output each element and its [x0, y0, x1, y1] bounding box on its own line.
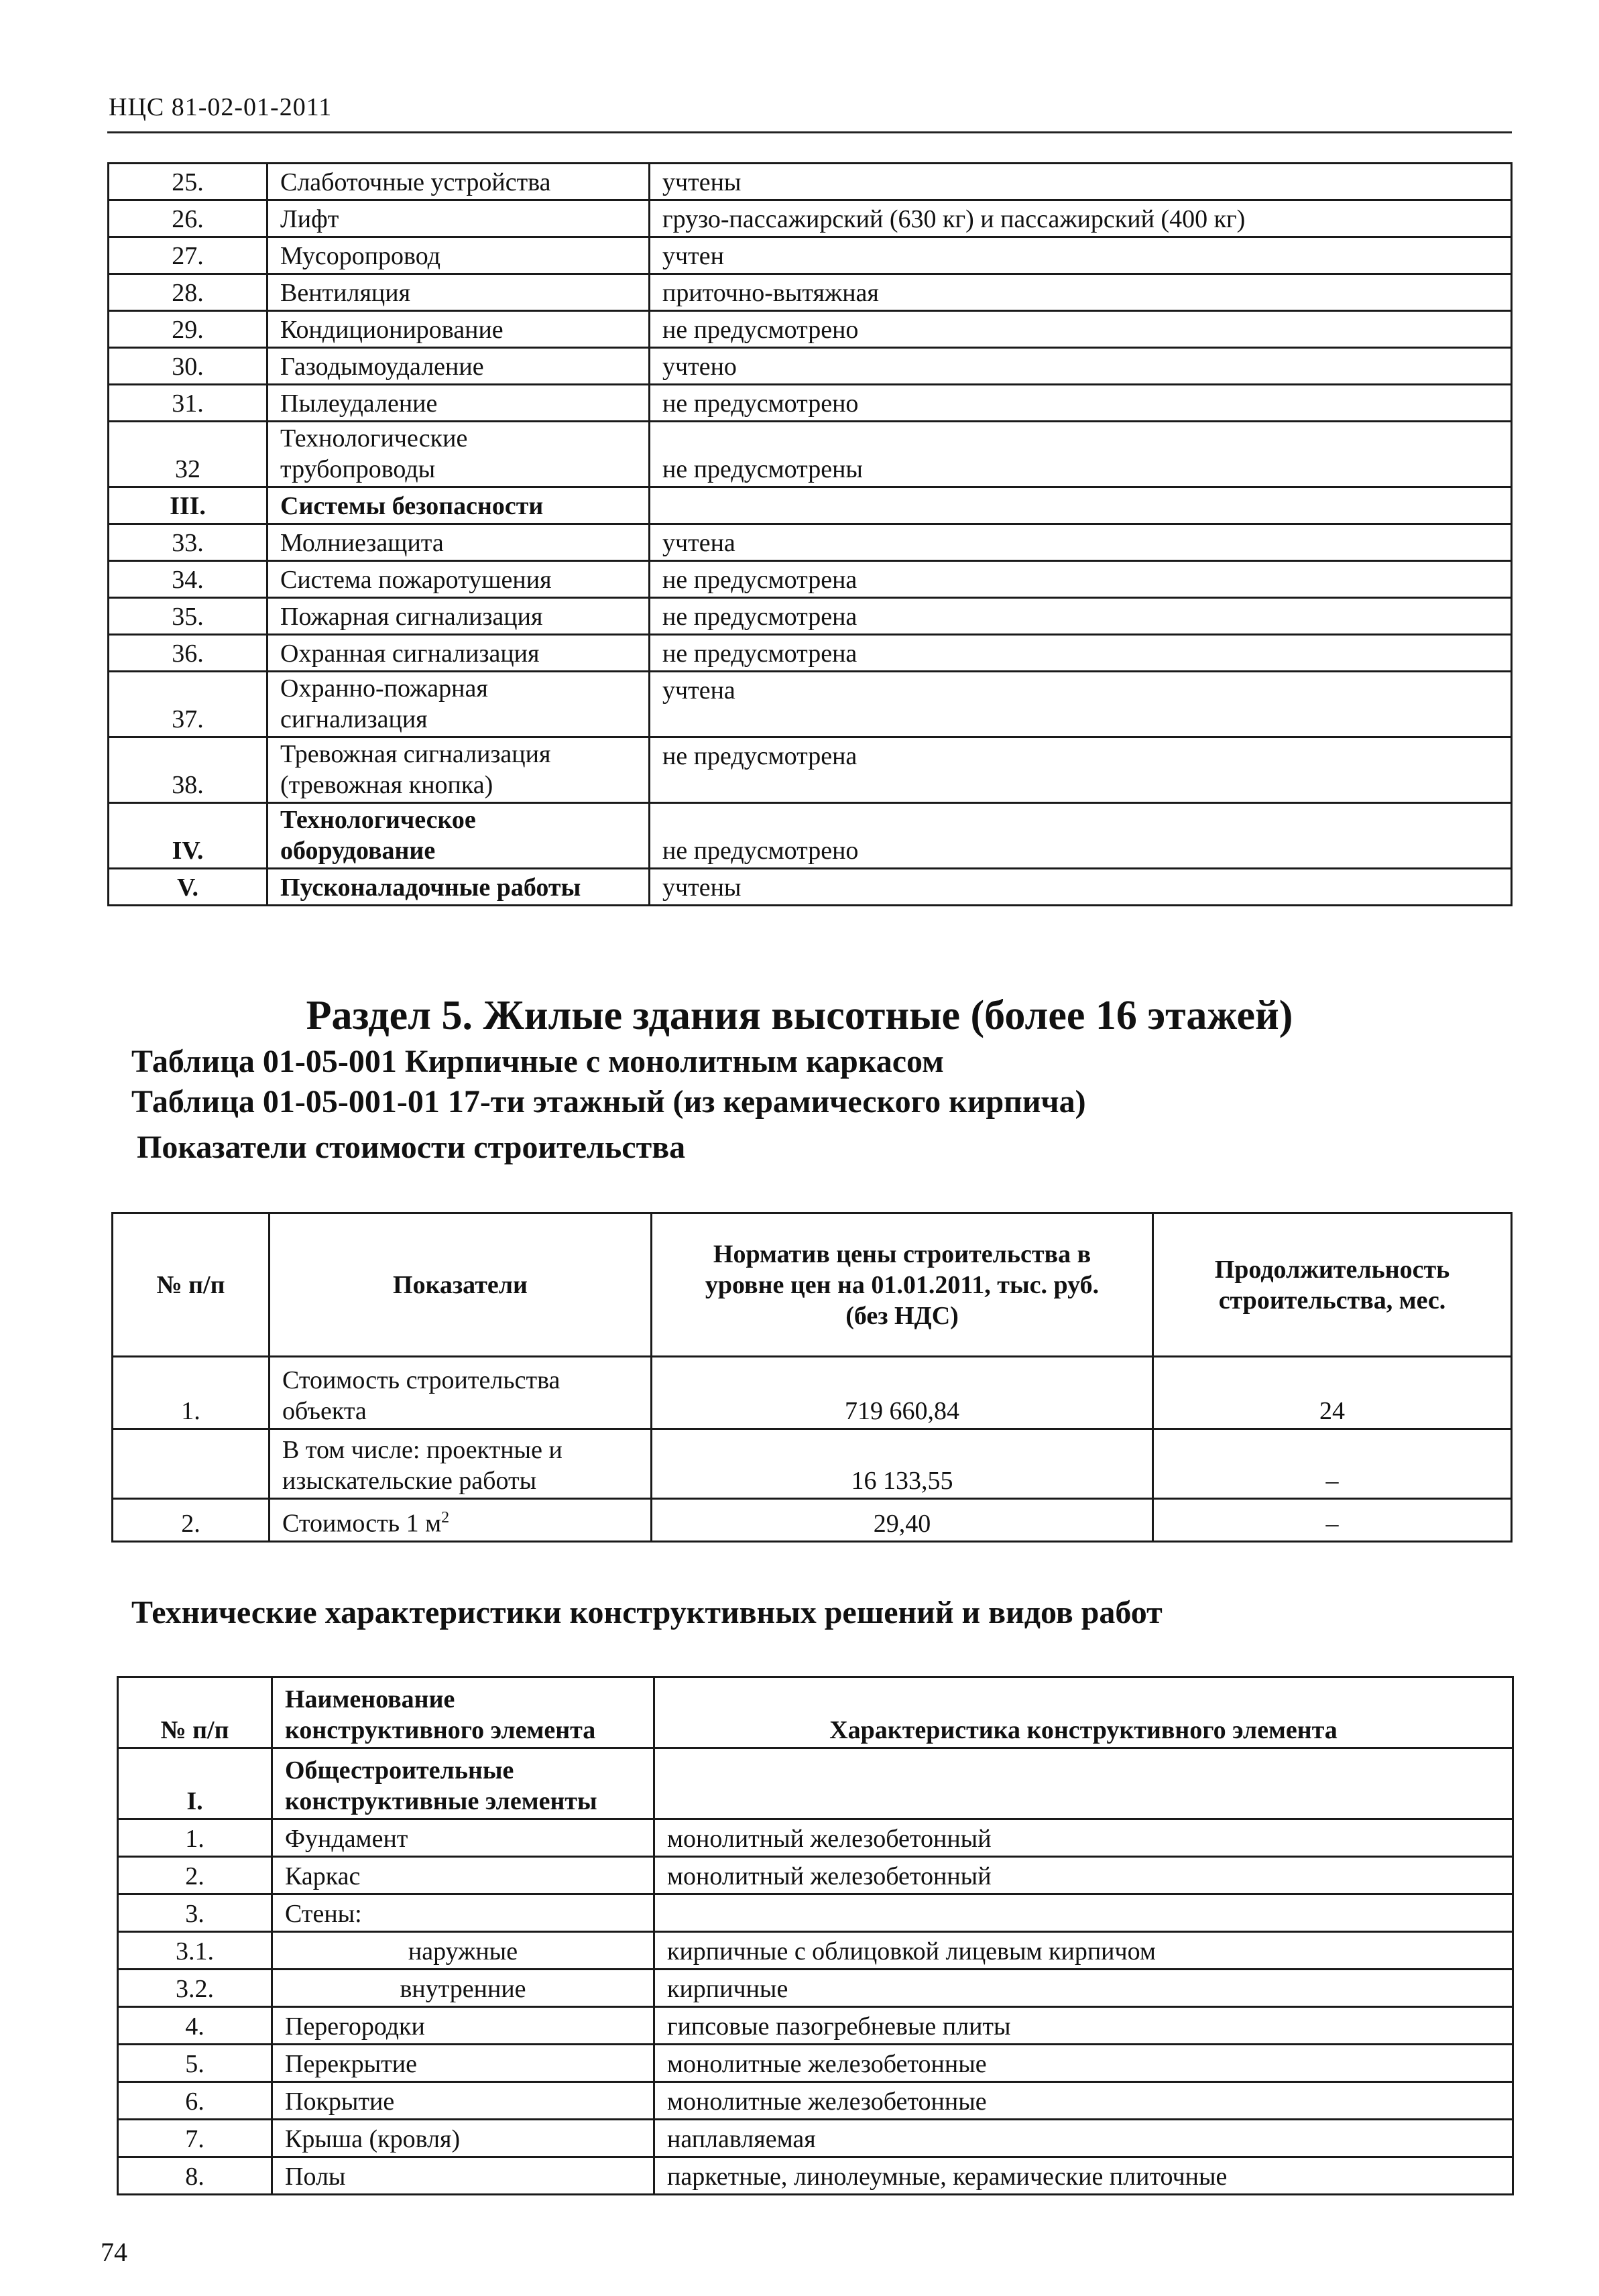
row-number: 2.: [118, 1857, 272, 1894]
table-row: [109, 164, 1512, 200]
row-name: Молниезащита: [268, 524, 650, 561]
row-number: 4.: [118, 2007, 272, 2045]
row-number: 33.: [109, 524, 268, 561]
table-row: [118, 2045, 1513, 2082]
table-row: [118, 1857, 1513, 1894]
row-name-line: Технологическое: [280, 806, 476, 834]
row-number: 7.: [118, 2120, 272, 2157]
row-name: Перекрытие: [272, 2045, 654, 2082]
row-value: учтен: [650, 237, 1512, 274]
row-name: Покрытие: [272, 2082, 654, 2120]
row-value: не предусмотрено: [650, 803, 1512, 869]
table-row: [109, 348, 1512, 385]
row-value: не предусмотрена: [650, 598, 1512, 635]
header-price-line: уровне цен на 01.01.2011, тыс. руб.: [705, 1270, 1100, 1299]
superscript: 2: [441, 1509, 450, 1527]
row-number: 36.: [109, 635, 268, 672]
row-name: [270, 1357, 652, 1429]
row-name: [268, 803, 650, 869]
table-row: [109, 803, 1512, 869]
row-name: Полы: [272, 2157, 654, 2195]
row-name: наружные: [272, 1932, 654, 1970]
table-row: [118, 2157, 1513, 2195]
row-number: V.: [109, 869, 268, 906]
row-number: 1.: [118, 1819, 272, 1857]
row-name: [272, 1748, 654, 1819]
row-value: гипсовые пазогребневые плиты: [654, 2007, 1513, 2045]
header-price: [652, 1213, 1153, 1357]
row-name-line: оборудование: [280, 837, 436, 865]
row-number: 30.: [109, 348, 268, 385]
row-value: не предусмотрена: [650, 561, 1512, 598]
document-code: НЦС 81-02-01-2011: [109, 93, 333, 121]
row-name-line: Охранно-пожарная: [280, 674, 488, 703]
row-name: Каркас: [272, 1857, 654, 1894]
row-value: не предусмотрено: [650, 385, 1512, 422]
row-number: I.: [118, 1748, 272, 1819]
row-name: Пылеудаление: [268, 385, 650, 422]
row-name: Система пожаротушения: [268, 561, 650, 598]
row-value: наплавляемая: [654, 2120, 1513, 2157]
row-name: [270, 1429, 652, 1499]
header-number: № п/п: [113, 1213, 270, 1357]
row-name-line: объекта: [282, 1397, 367, 1425]
header-duration-line: строительства, мес.: [1218, 1286, 1446, 1315]
tech-characteristics-title: Технические характеристики конструктивных решений и видов работ: [131, 1595, 1163, 1630]
table-row: [118, 2007, 1513, 2045]
row-name-line: сигнализация: [280, 705, 428, 733]
table-row: [109, 672, 1512, 737]
cost-indicators-table: [111, 1212, 1513, 1543]
header-duration-line: Продолжительность: [1214, 1255, 1450, 1284]
header-line: Наименование: [285, 1685, 455, 1713]
row-price: 29,40: [652, 1499, 1153, 1542]
row-number: IV.: [109, 803, 268, 869]
row-number: 25.: [109, 164, 268, 200]
table-row: [109, 487, 1512, 524]
table-row: [118, 2082, 1513, 2120]
row-duration: 24: [1153, 1357, 1512, 1429]
row-name: Слаботочные устройства: [268, 164, 650, 200]
header-line: конструктивного элемента: [285, 1716, 596, 1744]
table-subtitle: Таблица 01-05-001-01 17-ти этажный (из керамического кирпича): [131, 1084, 1086, 1120]
table-row: [109, 237, 1512, 274]
tech-characteristics-table: [117, 1676, 1514, 2195]
row-name: [270, 1499, 652, 1542]
row-value: монолитные железобетонные: [654, 2082, 1513, 2120]
row-number: 29.: [109, 311, 268, 348]
row-name-line: трубопроводы: [280, 455, 436, 483]
row-name: [268, 422, 650, 487]
row-value: кирпичные: [654, 1970, 1513, 2007]
row-number: 6.: [118, 2082, 272, 2120]
table-row: [118, 1819, 1513, 1857]
row-number: 2.: [113, 1499, 270, 1542]
table-row: [109, 561, 1512, 598]
table-row: [118, 1894, 1513, 1932]
row-value: учтена: [650, 524, 1512, 561]
table-row: [118, 2120, 1513, 2157]
table-title: Таблица 01-05-001 Кирпичные с монолитным каркасом: [131, 1044, 944, 1079]
header-characteristic: Характеристика конструктивного элемента: [654, 1677, 1513, 1748]
row-price: 16 133,55: [652, 1429, 1153, 1499]
row-name: Системы безопасности: [268, 487, 650, 524]
row-duration: –: [1153, 1429, 1512, 1499]
row-name-text: Стоимость 1 м: [282, 1510, 442, 1538]
table-row: [118, 1932, 1513, 1970]
row-name-line: Стоимость строительства: [282, 1366, 560, 1394]
row-number: 38.: [109, 737, 268, 803]
row-name: Вентиляция: [268, 274, 650, 311]
row-value: учтено: [650, 348, 1512, 385]
row-value: учтена: [650, 672, 1512, 737]
row-value: учтены: [650, 869, 1512, 906]
header-element-name: [272, 1677, 654, 1748]
table-row: [113, 1429, 1512, 1499]
row-name: Пусконаладочные работы: [268, 869, 650, 906]
row-duration: –: [1153, 1499, 1512, 1542]
section-title: Раздел 5. Жилые здания высотные (более 16 этажей): [306, 993, 1293, 1038]
row-name: [268, 672, 650, 737]
row-value: грузо-пассажирский (630 кг) и пассажирский (400 кг): [650, 200, 1512, 237]
row-number: 35.: [109, 598, 268, 635]
table-row: [109, 311, 1512, 348]
row-number: III.: [109, 487, 268, 524]
table-row: [109, 524, 1512, 561]
row-number: 26.: [109, 200, 268, 237]
row-name-line: конструктивные элементы: [285, 1787, 597, 1815]
row-value: монолитные железобетонные: [654, 2045, 1513, 2082]
header-price-line: Норматив цены строительства в: [713, 1240, 1091, 1268]
table-row: [118, 1748, 1513, 1819]
row-price: 719 660,84: [652, 1357, 1153, 1429]
row-name: Мусоропровод: [268, 237, 650, 274]
row-number: 8.: [118, 2157, 272, 2195]
header-indicators: Показатели: [270, 1213, 652, 1357]
row-value: не предусмотрено: [650, 311, 1512, 348]
row-value: монолитный железобетонный: [654, 1857, 1513, 1894]
header-duration: [1153, 1213, 1512, 1357]
row-name: Лифт: [268, 200, 650, 237]
row-number: 1.: [113, 1357, 270, 1429]
table-row: [109, 274, 1512, 311]
row-name-line: Тревожная сигнализация: [280, 740, 551, 768]
row-name: Фундамент: [272, 1819, 654, 1857]
row-name: Пожарная сигнализация: [268, 598, 650, 635]
row-name-line: В том числе: проектные и: [282, 1436, 562, 1464]
row-number: 3.2.: [118, 1970, 272, 2007]
row-value: кирпичные с облицовкой лицевым кирпичом: [654, 1932, 1513, 1970]
row-name: Кондиционирование: [268, 311, 650, 348]
row-number: 28.: [109, 274, 268, 311]
table-row: [109, 385, 1512, 422]
row-value: [654, 1894, 1513, 1932]
row-name-line: Технологические: [280, 424, 468, 452]
header-price-line: (без НДС): [845, 1301, 959, 1330]
row-name: Стены:: [272, 1894, 654, 1932]
row-number: 3.1.: [118, 1932, 272, 1970]
row-value: приточно-вытяжная: [650, 274, 1512, 311]
row-name: [268, 737, 650, 803]
row-value: учтены: [650, 164, 1512, 200]
row-value: монолитный железобетонный: [654, 1819, 1513, 1857]
table-header-row: [113, 1213, 1512, 1357]
table-row: [113, 1357, 1512, 1429]
row-number: 3.: [118, 1894, 272, 1932]
header-number: № п/п: [118, 1677, 272, 1748]
row-number: 32: [109, 422, 268, 487]
table-row: [109, 598, 1512, 635]
row-value: паркетные, линолеумные, керамические плиточные: [654, 2157, 1513, 2195]
table-row: [109, 737, 1512, 803]
row-name: Охранная сигнализация: [268, 635, 650, 672]
row-number: [113, 1429, 270, 1499]
row-name: Газодымоудаление: [268, 348, 650, 385]
header-rule: [107, 131, 1512, 133]
table-header-row: [118, 1677, 1513, 1748]
engineering-systems-table: [107, 162, 1513, 906]
row-value: [650, 487, 1512, 524]
row-number: 31.: [109, 385, 268, 422]
table-row: [109, 200, 1512, 237]
row-value: не предусмотрены: [650, 422, 1512, 487]
row-name-line: (тревожная кнопка): [280, 771, 493, 799]
table-row: [109, 635, 1512, 672]
row-name: внутренние: [272, 1970, 654, 2007]
row-value: не предусмотрена: [650, 737, 1512, 803]
row-name: Перегородки: [272, 2007, 654, 2045]
row-name: Крыша (кровля): [272, 2120, 654, 2157]
row-name-line: Общестроительные: [285, 1756, 514, 1785]
row-number: 5.: [118, 2045, 272, 2082]
table-row: [109, 422, 1512, 487]
row-value: [654, 1748, 1513, 1819]
row-number: 27.: [109, 237, 268, 274]
table-row: [118, 1970, 1513, 2007]
table-row: [113, 1499, 1512, 1542]
row-number: 34.: [109, 561, 268, 598]
row-number: 37.: [109, 672, 268, 737]
table-row: [109, 869, 1512, 906]
indicators-title: Показатели стоимости строительства: [137, 1130, 686, 1165]
row-name-line: изыскательские работы: [282, 1467, 537, 1495]
page-number: 74: [101, 2237, 127, 2267]
row-value: не предусмотрена: [650, 635, 1512, 672]
